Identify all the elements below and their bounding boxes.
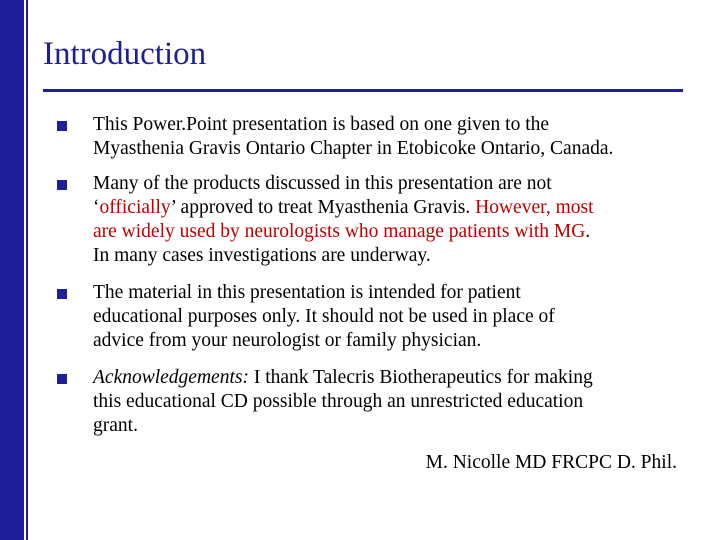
- body-text: Myasthenia Gravis Ontario Chapter in Etobicoke Ontario, Canada.: [93, 138, 614, 159]
- bullet-marker-icon: [57, 121, 67, 131]
- bullet-item: [93, 113, 683, 161]
- bullet-line: [93, 329, 683, 353]
- bullet-line: [93, 281, 683, 305]
- body-text: .: [585, 221, 591, 242]
- bullet-item: [93, 281, 683, 353]
- highlighted-text: are widely used by neurologists who manage patients with MG: [93, 221, 586, 242]
- bullet-line: [93, 172, 683, 196]
- bullet-marker-icon: [57, 289, 67, 299]
- body-text: Many of the products discussed in this presentation are not: [93, 173, 552, 194]
- highlighted-text: However, most: [475, 197, 594, 218]
- bullet-line: [93, 220, 683, 244]
- author-signature: M. Nicolle MD FRCPC D. Phil.: [425, 452, 677, 473]
- body-text: I thank Talecris Biotherapeutics for making: [248, 367, 593, 388]
- bullet-line: [93, 414, 683, 438]
- body-text: In many cases investigations are underway.: [93, 245, 431, 266]
- slide-title: Introduction: [43, 36, 207, 72]
- bullet-line: [93, 390, 683, 414]
- bullet-item: [93, 172, 683, 268]
- body-text: this educational CD possible through an unrestricted education: [93, 391, 584, 412]
- body-text: advice from your neurologist or family physician.: [93, 330, 482, 351]
- bullet-line: [93, 366, 683, 390]
- bullet-line: [93, 244, 683, 268]
- highlighted-text: officially: [99, 197, 171, 218]
- bullet-line: [93, 137, 683, 161]
- italic-text: Acknowledgements:: [93, 367, 249, 388]
- body-text: This Power.Point presentation is based on one given to the: [93, 114, 550, 135]
- bullet-marker-icon: [57, 374, 67, 384]
- bullet-item: [93, 366, 683, 438]
- body-text: educational purposes only. It should not be used in place of: [93, 306, 555, 327]
- body-text: ‘: [93, 197, 100, 218]
- bullet-marker-icon: [57, 180, 67, 190]
- body-text: The material in this presentation is intended for patient: [93, 282, 521, 303]
- bullet-line: [93, 196, 683, 220]
- bullet-line: [93, 113, 683, 137]
- body-text: grant.: [93, 415, 138, 436]
- bullet-line: [93, 305, 683, 329]
- body-text: ’ approved to treat Myasthenia Gravis.: [170, 197, 476, 218]
